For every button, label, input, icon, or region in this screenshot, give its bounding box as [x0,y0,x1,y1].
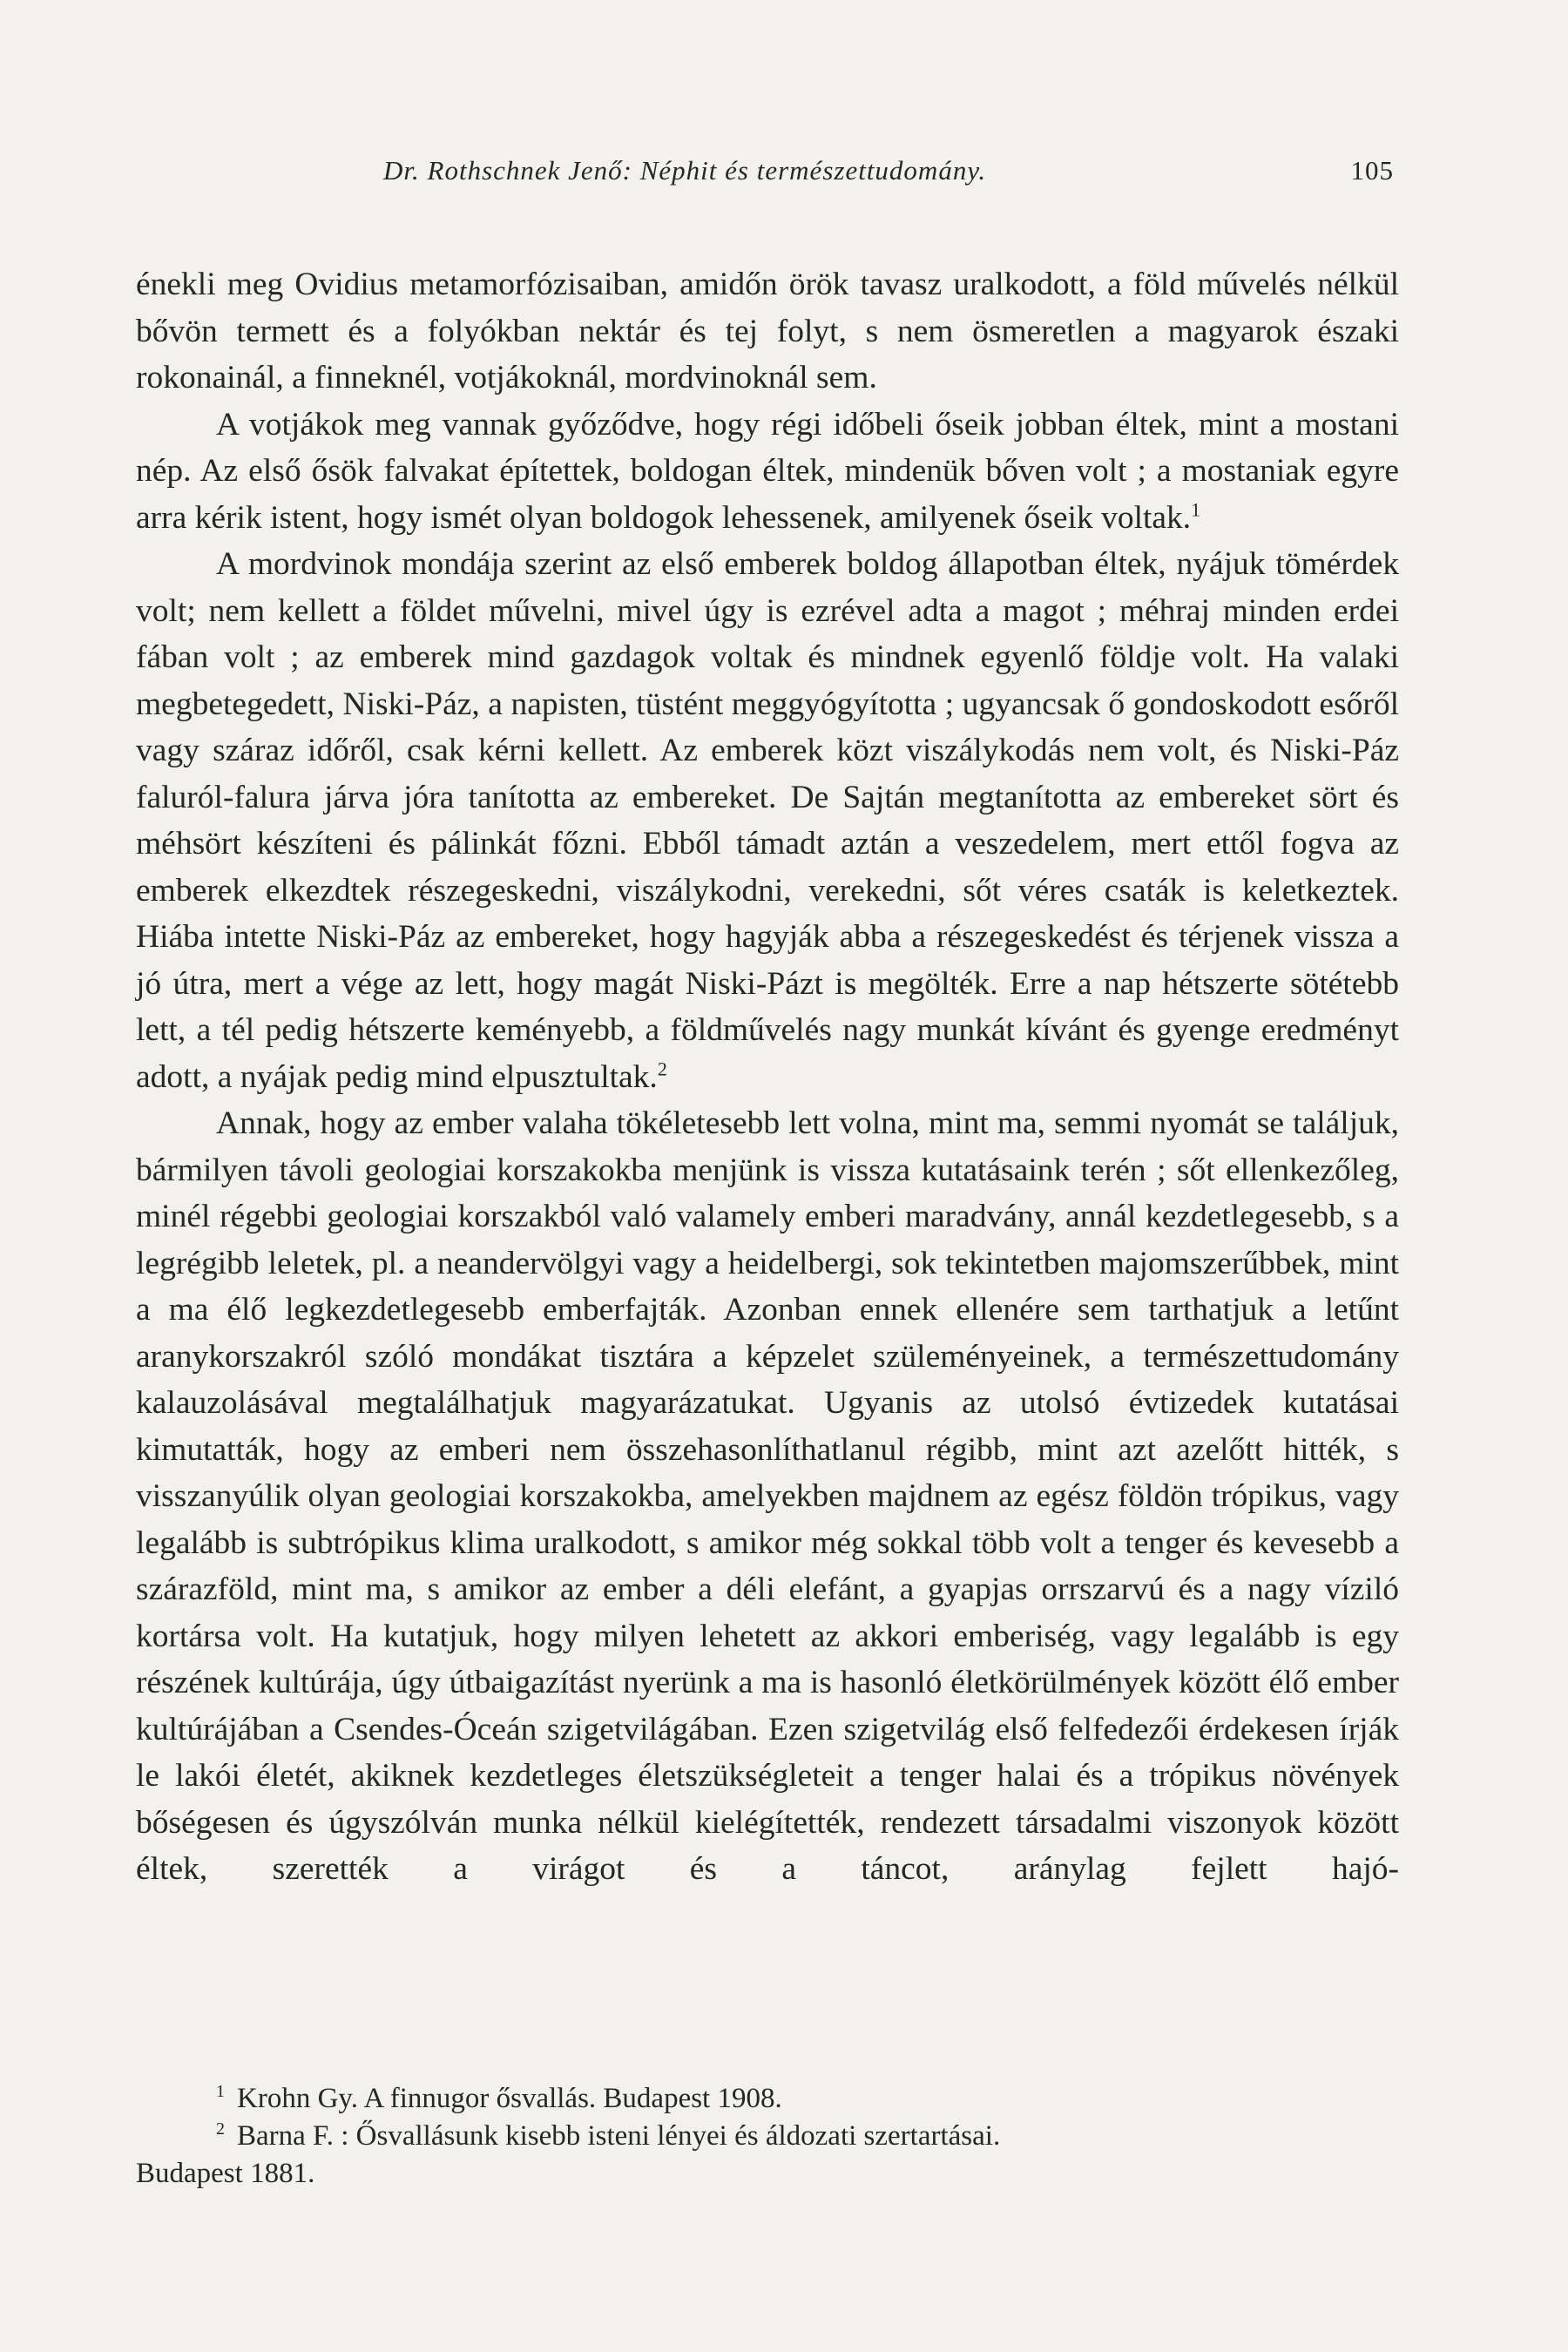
running-header [0,155,1568,193]
paragraph-text: A votjákok meg vannak győződve, hogy régi időbeli őseik jobban éltek, mint a mostani nép. Az első ősök falvakat építettek, boldogan éltek, mindenük bőven volt ; a mostaniak egyre arra kérik istent, hogy ismét olyan boldogok lehessenek, amilyenek őseik voltak. [136,406,1399,536]
footnote-reference[interactable]: 2 [657,1058,667,1079]
paragraph-text: Annak, hogy az ember valaha tökéletesebb lett volna, mint ma, semmi nyomát se találjuk, bármilyen távoli geologiai korszakokba menjünk is vissza kutatásaink terén ; sőt ellenkezőleg, minél régebbi geologiai korszakból való valamely emberi maradvány, annál kezdetlegesebb, s a legrégibb leletek, pl. a neandervölgyi vagy a heidelbergi, sok tekintetben majomszerűbbek, mint a ma élő legkezdetlegesebb emberfajták. Azonban ennek ellenére sem tarthatjuk a letűnt aranykorszakról szóló mondákat tisztára a képzelet szüleményeinek, a természettudomány kalauzolásával megtalálhatjuk magyarázatukat. Ugyanis az utolsó évtizedek kutatásai kimutatták, hogy az emberi nem összehasonlíthatlanul régibb, mint azt azelőtt hitték, s visszanyúlik olyan geologiai korszakokba, amelyekben majdnem az egész földön trópikus, vagy legalább is subtrópikus klima uralkodott, s amikor még sokkal több volt a tenger és kevesebb a szárazföld, mint ma, s amikor az ember a déli elefánt, a gyapjas orrszarvú és a nagy víziló kortársa volt. Ha kutatjuk, hogy milyen lehetett az akkori emberiség, vagy legalább is egy részének kultúrája, úgy útbaigazítást nyerünk a ma is hasonló életkörülmények között élő ember kultúrájában a Csendes-Óceán szigetvilágában. Ezen szigetvilág első felfedezői érdekesen írják le lakói életét, akiknek kezdetleges életszükségleteit a tenger halai és a trópikus növények bőségesen és úgyszólván munka nélkül kielégítették, rendezett társadalmi viszonyok között éltek, szerették a virágot és a táncot, aránylag fejlett hajó- [136,1105,1399,1887]
body-text [136,261,1399,1893]
paragraph-text: énekli meg Ovidius metamorfózisaiban, amidőn örök tavasz uralkodott, a föld művelés nélkül bővön termett és a folyókban nektár és tej folyt, s nem ösmeretlen a magyarok északi rokonainál, a finneknél, votjákoknál, mordvinoknál sem. [136,267,1399,395]
paragraph-continuation [136,261,1399,402]
footnote [136,2118,1399,2155]
paragraph-votjak [136,402,1399,542]
footnote-text: Barna F. : Ősvallásunk kisebb isteni lényei és áldozati szertartásai. [237,2120,1001,2152]
running-title: Dr. Rothschnek Jenő: Néphit és természettudomány. [383,155,987,186]
footnote [136,2080,1399,2118]
footnote-text: Krohn Gy. A finnugor ősvallás. Budapest 1908. [237,2083,782,2114]
footnote-reference[interactable]: 1 [1191,498,1201,520]
footnote-number: 2 [216,2119,225,2139]
paragraph-text: A mordvinok mondája szerint az első emberek boldog állapotban éltek, nyájuk tömérdek volt; nem kellett a földet művelni, mivel úgy is ezrével adta a magot ; méhraj minden erdei fában volt ; az emberek mind gazdagok voltak és mindnek egyenlő földje volt. Ha valaki megbetegedett, Niski-Páz, a napisten, tüstént meggyógyította ; ugyancsak ő gondoskodott esőről vagy száraz időről, csak kérni kellett. Az emberek közt viszálykodás nem volt, és Niski-Páz faluról-falura járva jóra tanította az embereket. De Sajtán megtanította az embereket sört és méhsört készíteni és pálinkát főzni. Ebből támadt aztán a veszedelem, mert ettől fogva az emberek elkezdtek részegeskedni, viszálykodni, verekedni, sőt véres csaták is keletkeztek. Hiába intette Niski-Páz az embereket, hogy hagyják abba a részegeskedést és térjenek vissza a jó útra, mert a vége az lett, hogy magát Niski-Pázt is megölték. Erre a nap hétszerte sötétebb lett, a tél pedig hétszerte keményebb, a földművelés nagy munkát kívánt és gyenge eredményt adott, a nyájak pedig mind elpusztultak. [136,546,1399,1095]
paragraph-golden-age [136,1100,1399,1893]
paragraph-mordvin [136,541,1399,1100]
footnotes [136,2080,1399,2193]
footnote-number: 1 [216,2082,225,2101]
page-number: 105 [1350,155,1394,186]
footnote-continuation: Budapest 1881. [136,2158,315,2189]
